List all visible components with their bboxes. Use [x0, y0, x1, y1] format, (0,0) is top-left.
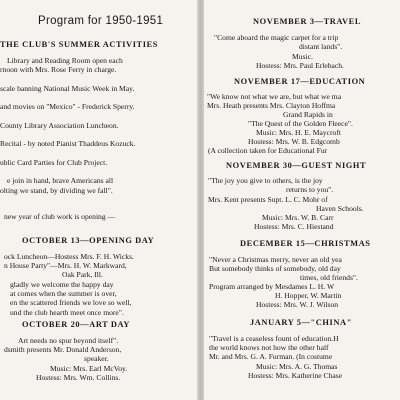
- dec15-line: But somebody thinks of somebody, old day: [209, 264, 341, 273]
- summer-line: and movies on "Mexico" - Frederick Sperry.: [0, 102, 135, 111]
- oct20-line: Art needs no spur beyond itself".: [18, 336, 119, 345]
- summer-activities-heading: THE CLUB'S SUMMER ACTIVITIES: [0, 40, 159, 49]
- summer-line: e join in hand, brave Americans all: [7, 176, 114, 185]
- dec15-line: H. Hopper, W. Martin: [275, 291, 342, 300]
- nov30-line: returns to you".: [286, 185, 334, 194]
- dec15-line: Program arranged by Mesdames L. H. W: [209, 282, 335, 291]
- summer-line: scale banning National Music Week in May.: [0, 84, 135, 93]
- oct20-line: Hostess: Mrs. Wm. Collins.: [36, 373, 121, 382]
- oct20-line: dsmith presents Mr. Donald Anderson,: [4, 345, 122, 354]
- nov30-heading: NOVEMBER 30—GUEST NIGHT: [226, 161, 367, 170]
- nov17-line: Music: Mrs. H. E. Maycroft: [256, 128, 341, 137]
- oct13-line: Oak Park, Ill.: [62, 270, 103, 279]
- jan5-line: the world knows not how the other half: [209, 343, 329, 352]
- nov3-heading: NOVEMBER 3—TRAVEL: [253, 17, 361, 26]
- oct20-heading: OCTOBER 20—ART DAY: [22, 320, 131, 329]
- jan5-line: Hostess: Mrs. Katherine Chase: [248, 371, 343, 380]
- right-page: [204, 0, 400, 400]
- dec15-line: "Never a Christmas merry, never an old yea: [209, 255, 342, 264]
- nov30-line: "The joy you give to others, is the joy: [208, 176, 323, 185]
- dec15-heading: DECEMBER 15—CHRISTMAS: [240, 239, 371, 248]
- jan5-line: Mr. and Mrs. G. A. Furman. (In costume: [209, 352, 333, 361]
- nov17-line: (A collection taken for Educational Fur: [208, 146, 328, 155]
- nov3-line: Music.: [292, 52, 313, 61]
- jan5-heading: JANUARY 5—"CHINA": [250, 318, 352, 327]
- oct13-line: at comes when the summer is over,: [10, 289, 117, 298]
- oct13-line: gladly we welcome the happy day: [10, 280, 114, 289]
- summer-line: ublic Card Parties for Club Project.: [0, 158, 108, 167]
- oct13-line: n House Party"—Mrs. H. W. Markward,: [4, 261, 127, 270]
- summer-line: rnoon with Mrs. Rose Ferry in charge.: [0, 65, 117, 74]
- summer-line: olting we stand, by dividing we fall".: [0, 186, 113, 195]
- left-page: [0, 0, 197, 400]
- oct13-line: und the club hearth meet once more".: [10, 308, 124, 317]
- dec15-line: Hostess: Mrs. W. J. Wilson: [256, 300, 339, 309]
- nov17-line: Mrs. Heath presents Mrs. Clayton Hoffma: [207, 101, 336, 110]
- oct13-heading: OCTOBER 13—OPENING DAY: [22, 236, 155, 245]
- jan5-line: Music: Mrs. A. G. Thomas: [256, 362, 338, 371]
- summer-line: Recital - by noted Pianist Thaddeus Kozuck.: [0, 139, 136, 148]
- nov30-line: Hostess: Mrs. C. Hiestand: [254, 222, 334, 231]
- nov30-line: Haven Schools.: [316, 204, 364, 213]
- nov3-line: distant lands".: [299, 42, 343, 51]
- book-gutter: [197, 0, 204, 400]
- summer-line: County Library Association Luncheon.: [0, 121, 119, 130]
- jan5-line: "Travel is a ceaseless fount of education.H: [209, 334, 339, 343]
- nov3-line: "Come aboard the magic carpet for a trip: [214, 33, 339, 42]
- oct13-line: en the scattered friends we love so well,: [10, 298, 132, 307]
- nov30-line: Mrs. Kent presents Supt. L. C. Mohr of: [208, 195, 328, 204]
- new-year-line: new year of club work is opening —: [4, 212, 116, 221]
- nov17-line: "We know not what we are, but what we ma: [207, 92, 342, 101]
- page-title: Program for 1950-1951: [38, 15, 164, 27]
- nov17-line: Grand Rapids in: [283, 110, 333, 119]
- oct20-line: speaker.: [84, 354, 109, 363]
- nov3-line: Hostess: Mrs. Paul Erlebach.: [256, 61, 344, 70]
- nov17-line: "The Quest of the Golden Fleece".: [248, 119, 353, 128]
- nov17-line: Hostess: Mrs. W. B. Edgcomb: [248, 137, 340, 146]
- oct13-line: ock Luncheon—Hostess Mrs. F. H. Wicks.: [4, 252, 134, 261]
- nov30-line: Music: Mrs. W. B. Carr: [262, 213, 334, 222]
- nov17-heading: NOVEMBER 17—EDUCATION: [234, 77, 366, 86]
- dec15-line: times, old friends".: [300, 273, 358, 282]
- summer-line: Library and Reading Room open each: [7, 56, 123, 65]
- oct20-line: Music: Mrs. Earl McVoy.: [50, 364, 128, 373]
